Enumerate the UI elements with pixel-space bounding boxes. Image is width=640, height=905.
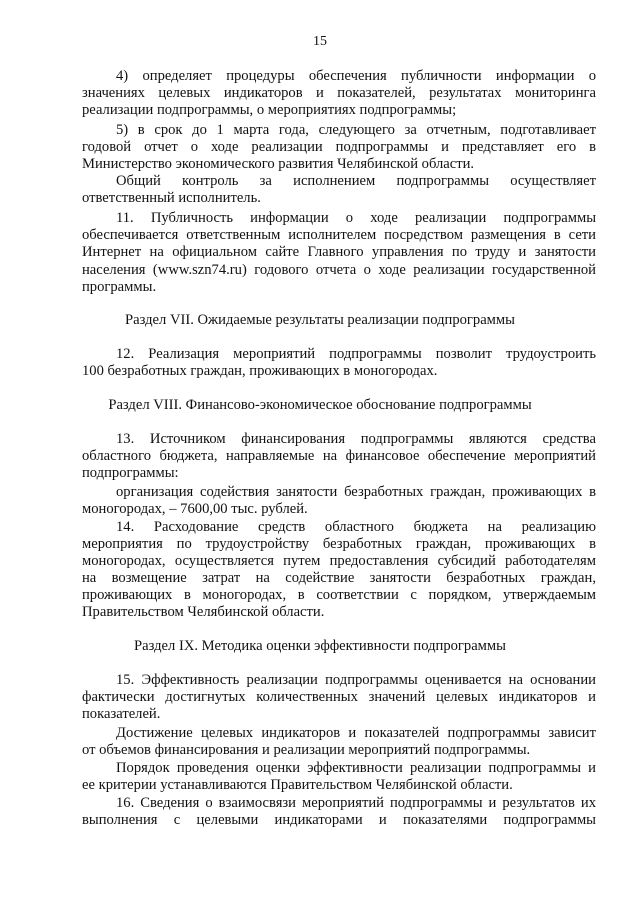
- text-line: Достижение целевых индикаторов и показателей подпрограммы зависит: [116, 725, 596, 741]
- text-line: на возмещение затрат на содействие занятости безработных граждан,: [82, 570, 596, 586]
- text-line: организация содействия занятости безработных граждан, проживающих в: [116, 484, 596, 500]
- text-line: значениях целевых индикаторов и показателей, результатах мониторинга: [82, 85, 596, 101]
- text-line: населения (www.szn74.ru) годового отчета о ходе реализации государственной: [82, 262, 596, 278]
- text-line: 13. Источником финансирования подпрограммы являются средства: [116, 431, 596, 447]
- text-line: 12. Реализация мероприятий подпрограммы позволит трудоустроить: [116, 346, 596, 362]
- text-line: моногородах, – 7600,00 тыс. рублей.: [82, 501, 308, 517]
- text-line: 16. Сведения о взаимосвязи мероприятий подпрограммы и результатов их: [116, 795, 596, 811]
- text-line: от объемов финансирования и реализации мероприятий подпрограммы.: [82, 742, 531, 758]
- text-line: показателей.: [82, 706, 161, 722]
- text-line: моногородах, осуществляется путем предоставления субсидий работодателям: [82, 553, 596, 569]
- text-line: 14. Расходование средств областного бюджета на реализацию: [116, 519, 596, 535]
- text-line: годовой отчет о ходе реализации подпрограммы и представляет его в: [82, 139, 596, 155]
- text-line: 4) определяет процедуры обеспечения публичности информации о: [116, 68, 596, 84]
- text-line: Общий контроль за исполнением подпрограммы осуществляет: [116, 173, 596, 189]
- text-line: программы.: [82, 279, 157, 295]
- text-line: Правительством Челябинской области.: [82, 604, 325, 620]
- text-line: фактически достигнутых количественных значений целевых индикаторов и: [82, 689, 596, 705]
- page-number: 15: [313, 34, 327, 49]
- text-line: 11. Публичность информации о ходе реализации подпрограммы: [116, 210, 596, 226]
- text-line: выполнения с целевыми индикаторами и показателями подпрограммы: [82, 812, 596, 828]
- text-line: проживающих в моногородах, в соответствии с порядком, утверждаемым: [82, 587, 596, 603]
- section-heading-vii: Раздел VII. Ожидаемые результаты реализации подпрограммы: [125, 312, 515, 328]
- text-line: ее критерии устанавливаются Правительством Челябинской области.: [82, 777, 513, 793]
- text-line: областного бюджета, направляемые на финансовое обеспечение мероприятий: [82, 448, 596, 464]
- section-heading-viii: Раздел VIII. Финансово-экономическое обоснование подпрограммы: [108, 397, 532, 413]
- text-line: обеспечивается ответственным исполнителем посредством размещения в сети: [82, 227, 596, 243]
- text-line: Министерство экономического развития Челябинской области.: [82, 156, 475, 172]
- text-line: Порядок проведения оценки эффективности реализации подпрограммы и: [116, 760, 596, 776]
- text-line: подпрограммы:: [82, 465, 179, 481]
- text-line: 100 безработных граждан, проживающих в моногородах.: [82, 363, 438, 379]
- text-line: реализации подпрограммы, о мероприятиях подпрограммы;: [82, 102, 457, 118]
- text-line: 15. Эффективность реализации подпрограммы оценивается на основании: [116, 672, 596, 688]
- text-line: Интернет на официальном сайте Главного управления по труду и занятости: [82, 244, 596, 260]
- text-line: ответственный исполнитель.: [82, 190, 261, 206]
- text-line: мероприятия по трудоустройству безработных граждан, проживающих в: [82, 536, 596, 552]
- section-heading-ix: Раздел IX. Методика оценки эффективности подпрограммы: [134, 638, 506, 654]
- text-line: 5) в срок до 1 марта года, следующего за отчетным, подготавливает: [116, 122, 596, 138]
